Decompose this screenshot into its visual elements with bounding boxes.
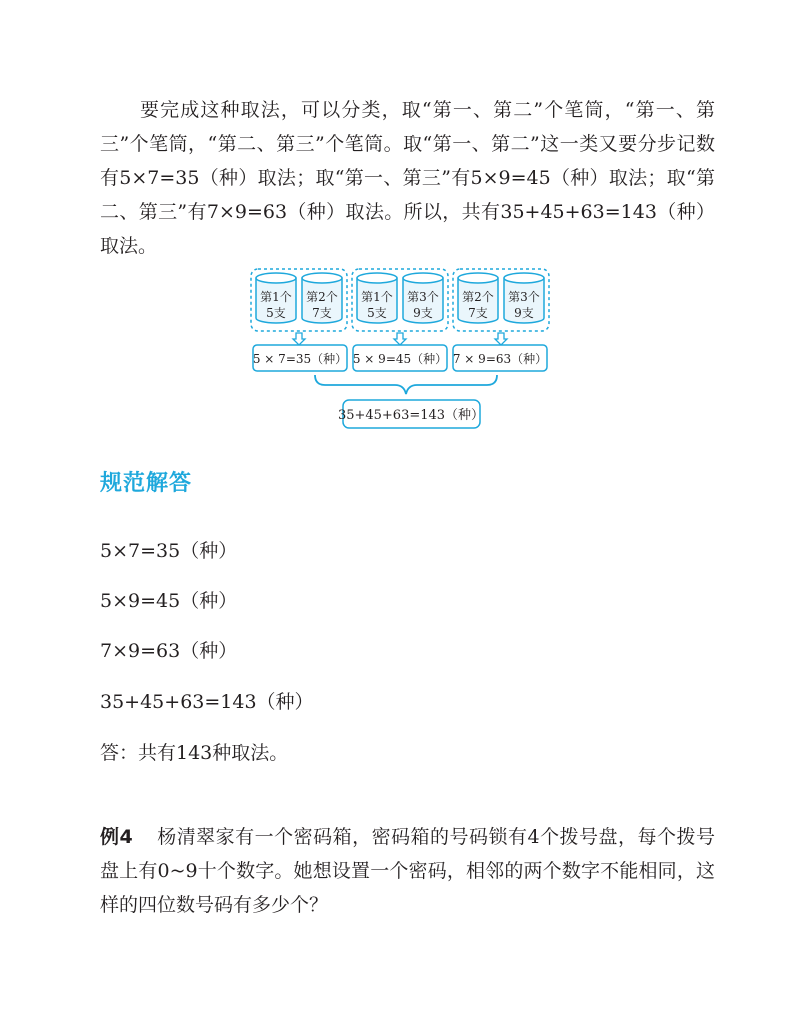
intro-line: 类又要分步记数有5×7=35（种）取法；取“第一、第三”有 — [100, 133, 715, 189]
intro-line: 要完成这种取法，可以分类，取“第一、第二”个笔筒，“第 — [140, 99, 656, 121]
down-arrow-icon — [293, 333, 305, 345]
answer-conclusion: 答：共有143种取法。 — [100, 742, 289, 764]
cup-label: 第2个 — [306, 290, 338, 304]
cup-count: 5支 — [266, 306, 286, 320]
cup-count: 5支 — [367, 306, 387, 320]
example-line: 杨清翠家有一个密码箱，密码箱的号码锁有4个拨号盘，每个拨 — [156, 826, 696, 848]
intro-line: 一、第三”个笔筒，“第二、第三”个笔筒。取“第一、第二”这一 — [100, 99, 715, 155]
answer-line: 5×7=35（种） — [100, 540, 238, 562]
pen-holder-cup — [504, 273, 544, 323]
pen-holder-cup — [256, 273, 296, 323]
cup-label: 第1个 — [361, 290, 393, 304]
cup-label: 第2个 — [462, 290, 494, 304]
section-title: 规范解答 — [100, 471, 193, 496]
example-line: 号盘上有0~9十个数字。她想设置一个密码，相邻的两个数字不能相 — [100, 826, 715, 882]
cup-label: 第3个 — [508, 290, 540, 304]
cup-label: 第1个 — [260, 290, 292, 304]
answer-line: 5×9=45（种） — [100, 590, 238, 612]
pen-holder-cup — [357, 273, 397, 323]
answer-line: 7×9=63（种） — [100, 640, 238, 662]
down-arrow-icon — [394, 333, 406, 345]
curly-brace — [315, 375, 497, 394]
down-arrow-icon — [495, 333, 507, 345]
result-formula: 5 × 7=35（种） — [252, 352, 348, 366]
example-label: 例4 — [100, 826, 133, 848]
intro-line: 以，共有35+45+63=143（种）取法。 — [100, 201, 715, 257]
result-formula: 5 × 9=45（种） — [352, 352, 448, 366]
pen-holder-cup — [403, 273, 443, 323]
cup-count: 9支 — [413, 306, 433, 320]
pen-holder-cup — [302, 273, 342, 323]
example-line: 同，这样的四位数号码有多少个？ — [100, 860, 715, 916]
cup-count: 7支 — [312, 306, 332, 320]
cup-count: 9支 — [514, 306, 534, 320]
example-paragraph — [100, 820, 715, 922]
pen-holder-cup — [458, 273, 498, 323]
intro-line: 5×9=45（种）取法；取“第二、第三”有7×9=63（种）取法。所 — [100, 167, 715, 223]
total-formula: 35+45+63=143（种） — [337, 408, 485, 423]
cup-count: 7支 — [468, 306, 488, 320]
answer-line: 35+45+63=143（种） — [100, 691, 314, 713]
result-formula: 7 × 9=63（种） — [452, 352, 548, 366]
cup-label: 第3个 — [407, 290, 439, 304]
